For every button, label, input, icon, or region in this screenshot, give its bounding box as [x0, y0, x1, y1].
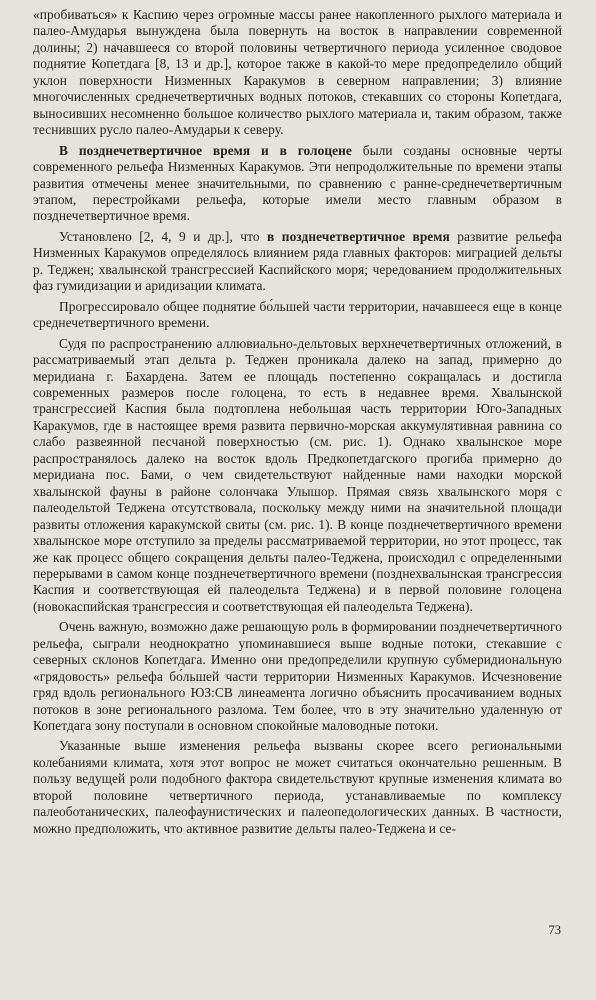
paragraph [33, 229, 562, 295]
emphasized-phrase: в позднечетвертичное время [267, 228, 450, 244]
paragraph-text: развитие рельефа Низменных Каракумов определялось влиянием ряда главных факторов: миграцией дельты р. Теджен; хвалынской трансгрессией Каспийского моря; чередованием продолжительных фаз гумидизации и аридизации климата. [33, 228, 563, 294]
paragraph [33, 143, 562, 225]
paragraph-text: «пробиваться» к Каспию через огромные массы ранее накопленного рыхлого материала и палео-Амударья вынуждена была повернуть на восток в направлении современной долины; 2) начавшееся со второй половины четвертичного периода усиленное сводовое поднятие Копетдага [8, 13 и др.], которое также в какой-то мере предопределило общий уклон поверхности Низменных Каракумов в северном направлении; 3) влияние многочисленных среднечетвертичных водных потоков, стекавших со стороны Копетдага, выносивших несомненно большое количество рыхлого материала и, таким образом, также теснивших русло палео-Амударьи к северу. [33, 7, 562, 138]
paragraph-text: Прогрессировало общее поднятие бо́льшей части территории, начавшееся еще в конце среднечетвертичного времени. [33, 298, 562, 331]
paragraph-text: Судя по распространению аллювиально-дельтовых верхнечетвертичных отложений, в рассматриваемый этап дельта р. Теджен проникала далеко на запад, примерно до меридиана г. Бахардена. Затем ее площадь постепенно сокращалась и достигла современных размеров после голоцена, то есть в недавнее время. Хвалынской трансгрессией Каспия была подтоплена небольшая часть территории Юго-Западных Каракумов, где в настоящее время развита первично-морская аккумулятивная равнина со слабо развеянной песчаной поверхностью (см. рис. 1). Однако хвалынское море распространялось далеко на восток вдоль Предкопетдагского прогиба примерно до меридиана пос. Бами, о чем свидетельствуют найденные нами находки морской хвалынской фауны в районе солончака Улышор. Прямая связь хвалынского моря с палеодельтой Теджена отсутствовала, поскольку между ними на значительной площади развиты отложения каракумской свиты (см. рис. 1). В конце позднечетвертичного времени хвалынское море отступило за пределы рассматриваемой территории, но этот процесс, так же как процесс общего сокращения дельты палео-Теджена, происходил с определенными перерывами в самом конце позднечетвертичного времени (позднехвалынская трансгрессия Каспия и соответствующая ей палеодельта Теджена) и в первой половине голоцена (новокаспийская трансгрессия и соответствующая ей палеодельта Теджена). [33, 335, 562, 614]
paragraph [33, 336, 562, 616]
emphasized-phrase: В позднечетвертичное время и в голоцене [59, 142, 352, 158]
paragraph-text: Указанные выше изменения рельефа вызваны скорее всего региональными колебаниями климата, хотя этот вопрос не может считаться окончательно решенным. В пользу ведущей роли подобного фактора свидетельствуют крупные изменения климата во второй половине четвертичного периода, устанавливаемые по комплексу палеоботанических, палеофаунистических и палеопедологических данных. В частности, можно предположить, что активное развитие дельты палео-Теджена и се- [33, 738, 562, 836]
paragraph [33, 299, 562, 332]
paragraph-text: Очень важную, возможно даже решающую роль в формировании позднечетвертичного рельефа, сыграли неоднократно упоминавшиеся выше водные потоки, стекавшие с северных склонов Копетдага. Именно они предопределили крупную субмеридиональную «грядовость» рельефа бо́льшей части территории Низменных Каракумов. Исчезновение гряд вдоль регионального ЮЗ:СВ линеамента логично объяснить просачиванием водных потоков в зоне регионального разлома. Тем более, что в эту значительно удаленную от Копетдага зону поступали в основном спокойные маловодные потоки. [33, 619, 562, 734]
paragraph [33, 619, 562, 734]
page-number: 73 [548, 923, 561, 937]
paragraph-text: Установлено [2, 4, 9 и др.], что [59, 228, 268, 244]
paragraph-text: были созданы основные черты современного рельефа Низменных Каракумов. Эти непродолжительные по времени этапы развития отмечены менее значительными, по сравнению с ранне-среднечетвертичным этапом, перестройками рельефа, которые имели место главным образом в позднечетвертичное время. [33, 142, 562, 224]
paragraph [33, 738, 562, 837]
paragraph [33, 7, 562, 139]
